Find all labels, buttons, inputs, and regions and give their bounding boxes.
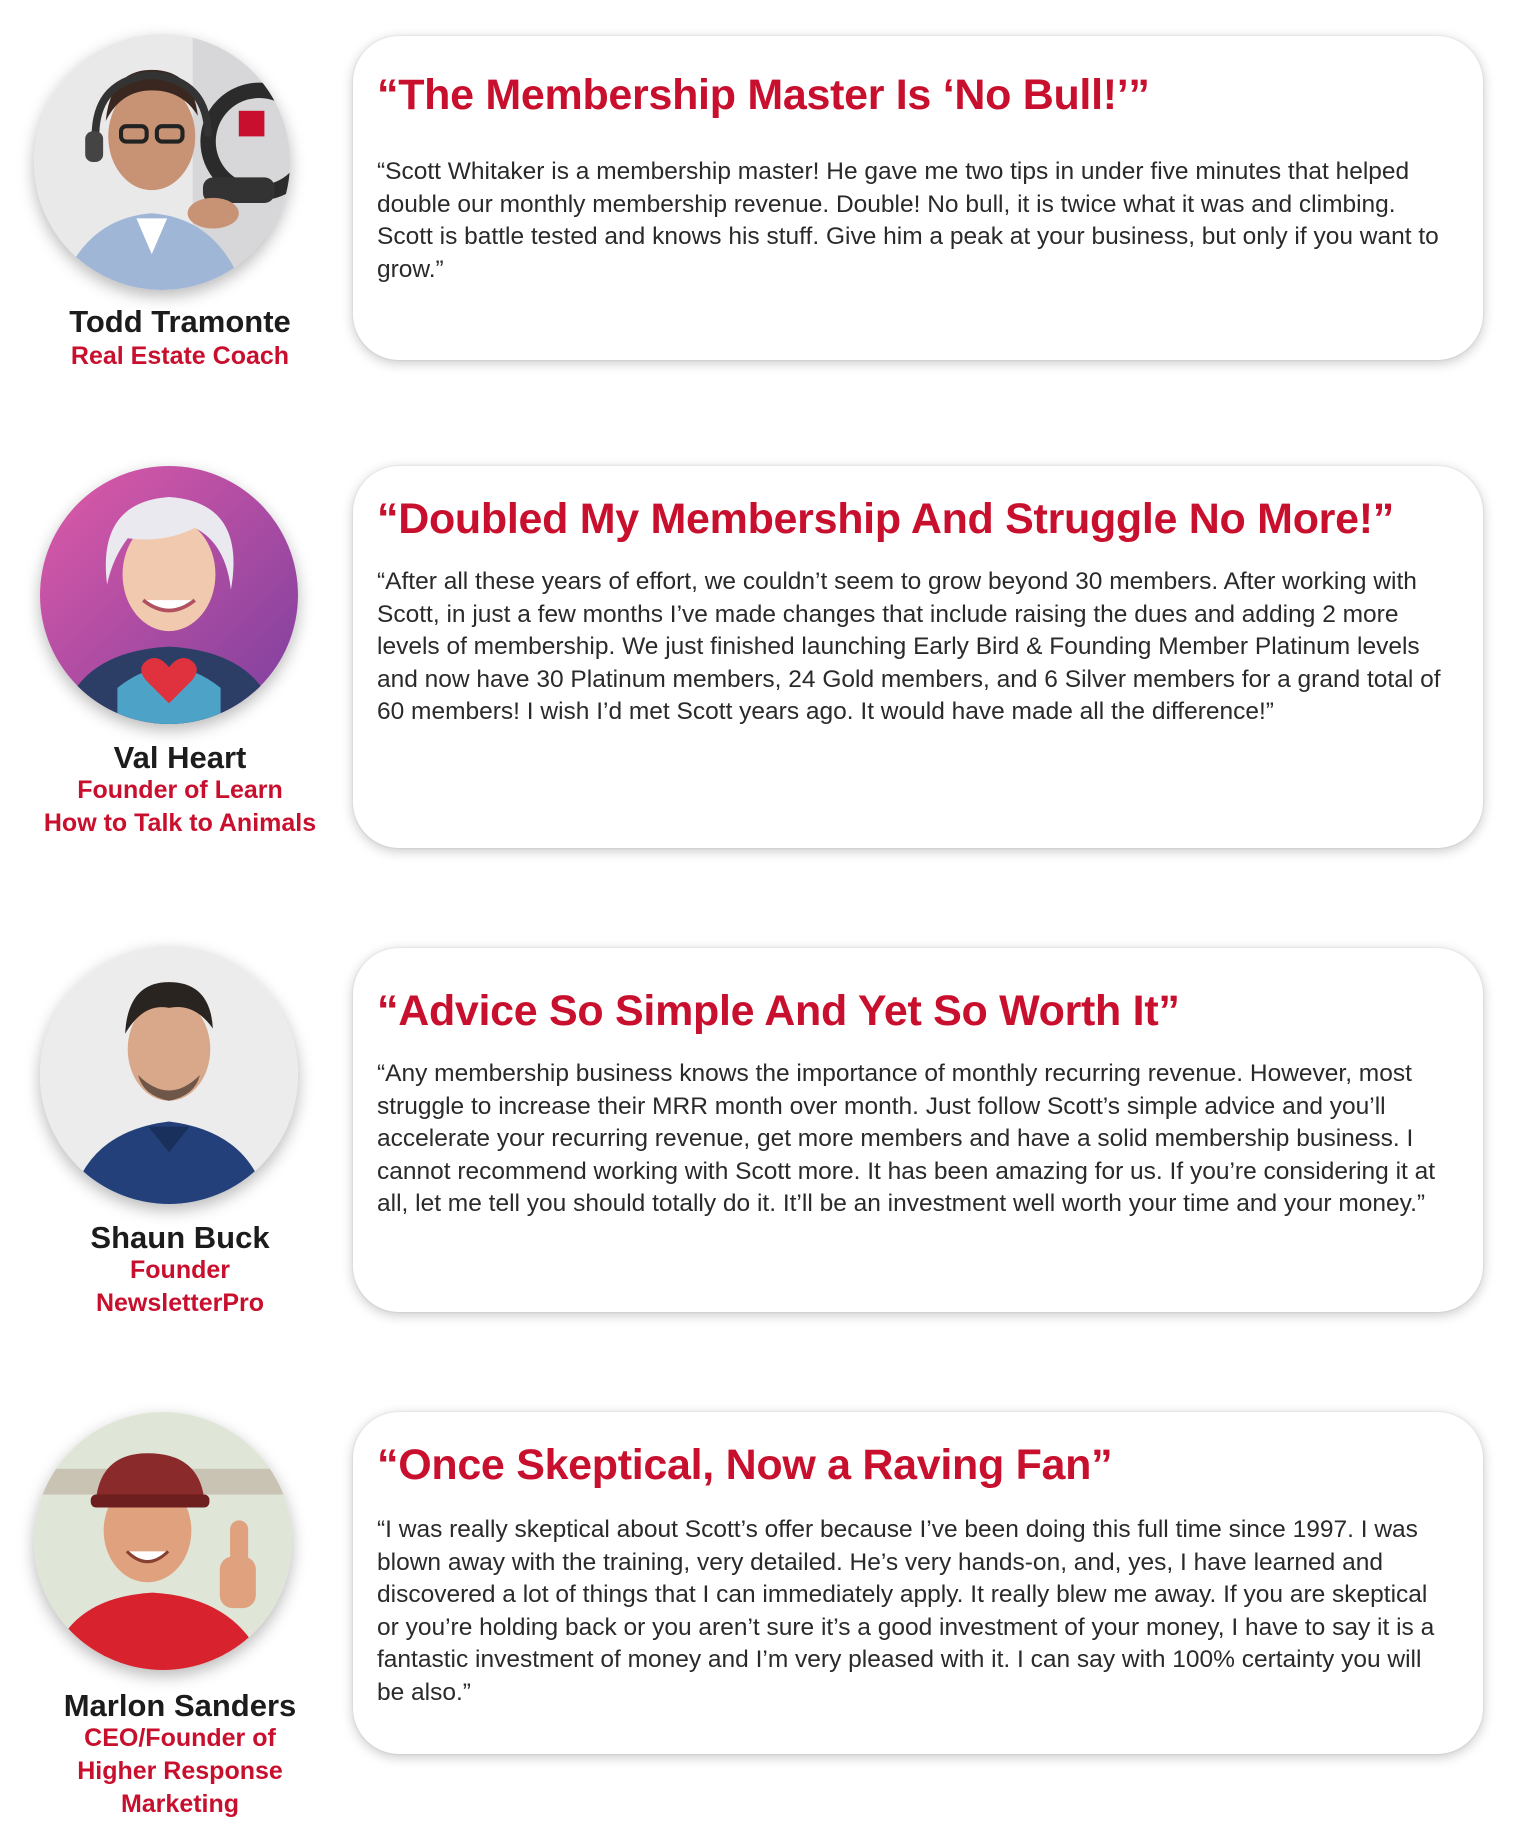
testimonial-card bbox=[353, 1412, 1483, 1754]
testimonial-card bbox=[353, 948, 1483, 1312]
testimonial-quote: “After all these years of effort, we couldn’t seem to grow beyond 30 members. After working with Scott, in just a few months I’ve made changes that include raising the dues and adding 2 more levels of membership. We just finished launching Early Bird & Founding Member Platinum levels and now have 30 Platinum members, 24 Gold members, and 6 Silver members for a grand total of 60 members! I wish I’d met Scott years ago. It would have made all the difference!” bbox=[377, 568, 1441, 725]
person-role bbox=[0, 1722, 360, 1821]
role-line: Real Estate Coach bbox=[70, 342, 290, 370]
role-line: How to Talk to Animals bbox=[43, 809, 317, 837]
person-name: Marlon Sanders bbox=[63, 1688, 297, 1723]
testimonial-quote: “I was really skeptical about Scott’s offer because I’ve been doing this full time since 1997. I was blown away with the training, very detailed. He’s very hands-on, and, yes, I have learned and discovered a lot of things that I can immediately apply. It really blew me away. If you are skeptical or you’re holding back or you aren’t sure it’s a good investment of your money, I have to say it is a fantastic investment of money and I’m very pleased with it. I can say with 100% certainty you will be also.” bbox=[377, 1516, 1435, 1706]
person-name: Shaun Buck bbox=[90, 1220, 270, 1255]
testimonial-headline: “The Membership Master Is ‘No Bull!’” bbox=[377, 71, 1150, 119]
testimonial-headline: “Doubled My Membership And Struggle No More!” bbox=[377, 495, 1394, 543]
role-line: Marketing bbox=[120, 1790, 240, 1818]
avatar-photo-icon bbox=[34, 1412, 292, 1670]
avatar-photo-icon bbox=[34, 34, 290, 290]
role-line: NewsletterPro bbox=[95, 1289, 265, 1317]
avatar-marlon-sanders bbox=[34, 1412, 292, 1670]
testimonial-headline: “Once Skeptical, Now a Raving Fan” bbox=[377, 1441, 1113, 1489]
testimonial-card bbox=[353, 36, 1483, 360]
person-role bbox=[0, 774, 360, 840]
testimonial-quote: “Any membership business knows the importance of monthly recurring revenue. However, most struggle to increase their MRR month over month. Just follow Scott’s simple advice and you’ll accelerate your recurring revenue, get more members and have a solid membership business. I cannot recommend working with Scott more. It has been amazing for us. If you’re considering it at all, let me tell you should totally do it. It’ll be an investment well worth your time and your money.” bbox=[377, 1060, 1436, 1217]
testimonial-quote: “Scott Whitaker is a membership master! He gave me two tips in under five minutes that helped double our monthly membership revenue. Double! No bull, it is twice what it was and climbing. Scott is battle tested and knows his stuff. Give him a peak at your business, but only if you want to grow.” bbox=[377, 158, 1439, 283]
person-name: Todd Tramonte bbox=[69, 304, 291, 339]
role-line: Higher Response bbox=[77, 1757, 283, 1785]
avatar-todd-tramonte bbox=[34, 34, 290, 290]
avatar-shaun-buck bbox=[40, 946, 298, 1204]
testimonial-headline: “Advice So Simple And Yet So Worth It” bbox=[377, 987, 1180, 1035]
person-name: Val Heart bbox=[113, 740, 247, 775]
avatar-photo-icon bbox=[40, 466, 298, 724]
avatar-val-heart bbox=[40, 466, 298, 724]
avatar-photo-icon bbox=[40, 946, 298, 1204]
testimonial-card bbox=[353, 466, 1483, 848]
role-line: Founder of Learn bbox=[77, 776, 283, 804]
role-line: Founder bbox=[130, 1256, 230, 1284]
role-line: CEO/Founder of bbox=[84, 1724, 276, 1752]
person-role bbox=[0, 340, 360, 373]
person-role bbox=[0, 1254, 360, 1320]
